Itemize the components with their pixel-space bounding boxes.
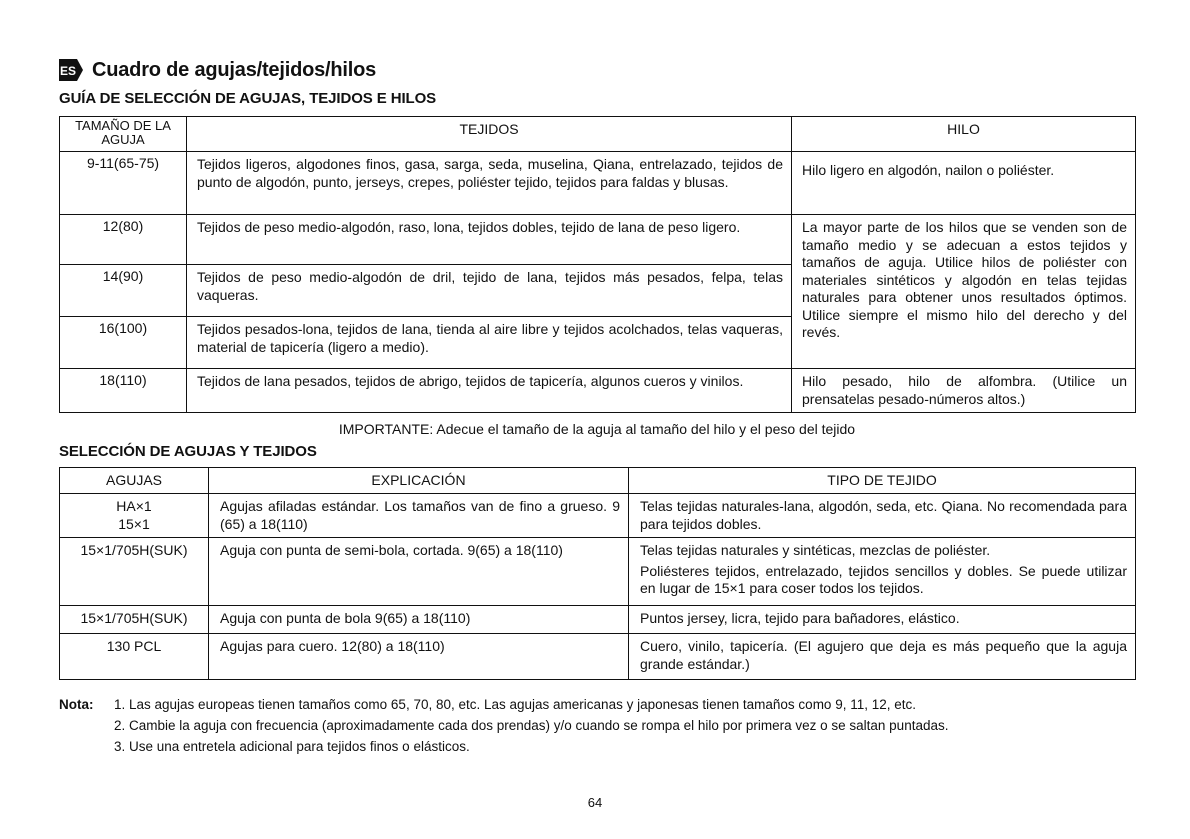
fabrics-cell: Tejidos ligeros, algodones finos, gasa, sarga, seda, muselina, Qiana, entrelazado, tejidos de punto de algodón, punto, jerseys, crepes, poliéster tejido, tejidos para faldas y blusas. — [187, 152, 792, 215]
header-thread: HILO — [792, 117, 1136, 152]
needle-size-cell: 18(110) — [60, 369, 187, 413]
explanation-cell: Aguja con punta de bola 9(65) a 18(110) — [209, 606, 629, 634]
note-item — [59, 694, 1139, 715]
needle-name: 15×1 — [118, 515, 150, 532]
fabrics-cell: Tejidos de peso medio-algodón, raso, lona, tejidos dobles, tejido de lana de peso ligero. — [187, 215, 792, 265]
header-text: TAMAÑO DE LA — [75, 118, 171, 133]
important-note: IMPORTANTE: Adecue el tamaño de la aguja al tamaño del hilo y el peso del tejido — [338, 421, 856, 437]
needle-cell: 15×1/705H(SUK) — [60, 606, 209, 634]
notes — [59, 694, 1139, 757]
fabric-type-cell: Cuero, vinilo, tapicería. (El agujero que deja es más pequeño que la aguja grande estándar.) — [629, 634, 1136, 680]
needle-cell: 15×1/705H(SUK) — [60, 538, 209, 606]
table-row — [60, 606, 1136, 634]
fabric-type-cell: Telas tejidas naturales-lana, algodón, seda, etc. Qiana. No recomendada para para tejidos dobles. — [629, 494, 1136, 538]
page-number: 64 — [587, 795, 603, 810]
section-title-selection: SELECCIÓN DE AGUJAS Y TEJIDOS — [59, 443, 317, 460]
table-row — [60, 369, 1136, 413]
needle-size-cell: 14(90) — [60, 265, 187, 317]
explanation-cell: Agujas afiladas estándar. Los tamaños van de fino a grueso. 9 (65) a 18(110) — [209, 494, 629, 538]
table-header-row — [60, 117, 1136, 152]
section-title-guide: GUÍA DE SELECCIÓN DE AGUJAS, TEJIDOS E HILOS — [59, 90, 437, 107]
notes-label: Nota: — [59, 697, 94, 712]
fabric-type-line: Poliésteres tejidos, entrelazado, tejidos sencillos y dobles. Se puede utilizar en lugar de 15×1 para coser todos los tejidos. — [640, 562, 1127, 596]
header-fabrics: TEJIDOS — [187, 117, 792, 152]
table-row — [60, 152, 1136, 215]
explanation-cell: Aguja con punta de semi-bola, cortada. 9(65) a 18(110) — [209, 538, 629, 606]
fabrics-cell: Tejidos pesados-lona, tejidos de lana, tienda al aire libre y tejidos acolchados, telas vaqueras, material de tapicería (ligero a medio). — [187, 317, 792, 369]
fabrics-cell: Tejidos de lana pesados, tejidos de abrigo, tejidos de tapicería, algunos cueros y vinilos. — [187, 369, 792, 413]
fabric-type-cell: Puntos jersey, licra, tejido para bañadores, elástico. — [629, 606, 1136, 634]
needle-size-cell: 9-11(65-75) — [60, 152, 187, 215]
thread-cell: Hilo pesado, hilo de alfombra. (Utilice un prensatelas pesado-números altos.) — [792, 369, 1136, 413]
page-title: Cuadro de agujas/tejidos/hilos — [92, 58, 377, 81]
needle-cell: 130 PCL — [60, 634, 209, 680]
needle-size-cell: 16(100) — [60, 317, 187, 369]
note-item — [59, 715, 1139, 736]
needle-selection-table — [59, 467, 1136, 680]
header-needle-size — [60, 117, 187, 152]
fabric-type-line: Telas tejidas naturales y sintéticas, mezclas de poliéster. — [640, 542, 991, 558]
header-needles: AGUJAS — [60, 468, 209, 494]
language-badge-icon — [58, 58, 84, 82]
explanation-cell: Agujas para cuero. 12(80) a 18(110) — [209, 634, 629, 680]
needle-size-cell: 12(80) — [60, 215, 187, 265]
thread-cell: La mayor parte de los hilos que se venden son de tamaño medio y se adecuan a estos tejidos y tamaños de aguja. Utilice hilos de poliéster con materiales sintéticos y algodón en telas tejidas naturales para obtener unos resultados óptimos. Utilice siempre el mismo hilo del derecho y del revés. — [792, 215, 1136, 369]
needle-cell — [60, 494, 209, 538]
note-item — [59, 736, 1139, 757]
needle-fabric-thread-table — [59, 116, 1136, 413]
table-row — [60, 494, 1136, 538]
fabric-type-cell — [629, 538, 1136, 606]
language-badge-text: ES — [59, 64, 77, 78]
table-header-row — [60, 468, 1136, 494]
header-fabric-type: TIPO DE TEJIDO — [629, 468, 1136, 494]
note-text: 1. Las agujas europeas tienen tamaños como 65, 70, 80, etc. Las agujas americanas y japonesas tienen tamaños como 9, 11, 12, etc. — [114, 697, 916, 712]
needle-name: HA×1 — [116, 498, 152, 514]
note-text: 2. Cambie la aguja con frecuencia (aproximadamente cada dos prendas) y/o cuando se rompa el hilo por primera vez o se saltan puntadas. — [114, 718, 949, 733]
header-text: AGUJA — [101, 132, 145, 147]
note-text: 3. Use una entretela adicional para tejidos finos o elásticos. — [114, 739, 470, 754]
title-row — [58, 57, 376, 83]
fabrics-cell: Tejidos de peso medio-algodón de dril, tejido de lana, tejidos más pesados, felpa, telas vaqueras. — [187, 265, 792, 317]
table-row — [60, 538, 1136, 606]
table-row — [60, 634, 1136, 680]
header-explanation: EXPLICACIÓN — [209, 468, 629, 494]
thread-cell: Hilo ligero en algodón, nailon o poliéster. — [792, 152, 1136, 215]
table-row — [60, 215, 1136, 265]
